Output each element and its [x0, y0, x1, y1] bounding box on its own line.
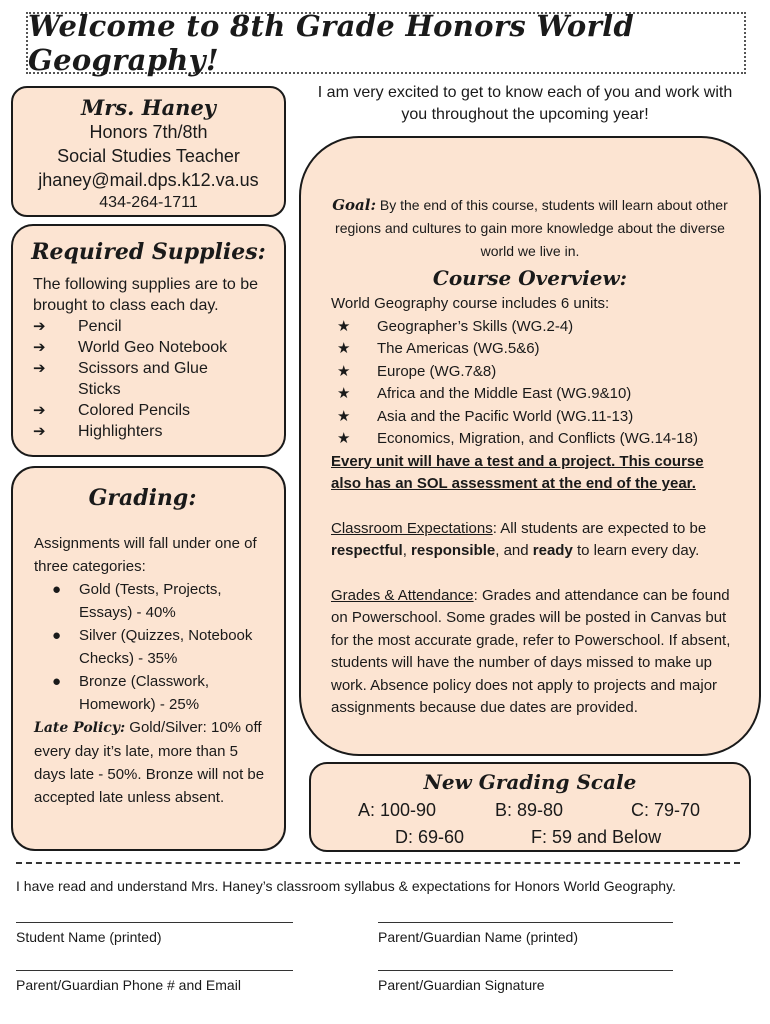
list-item: ➔ World Geo Notebook: [33, 339, 228, 356]
supplies-list: [33, 316, 284, 442]
list-item: ★ The Americas (WG.5&6): [331, 338, 759, 361]
star-icon: ★: [337, 407, 351, 425]
course-overview-heading: Course Overview:: [432, 266, 628, 290]
teacher-phone: 434-264-1711: [99, 194, 198, 211]
teacher-info-box: [11, 86, 286, 217]
student-name-label: Student Name (printed): [16, 929, 162, 945]
list-item: ★ Europe (WG.7&8): [331, 361, 759, 384]
grading-heading: Grading:: [88, 485, 197, 511]
parent-contact-label: Parent/Guardian Phone # and Email: [16, 977, 241, 993]
grades-text: : Grades and attendance can be found on Powerschool. Some grades will be posted in Canvas but for the most accurate grade, refer to Powerschool. If absent, students will have the number of days missed to make up work. Absence policy does not apply to projects and major assignments because due dates are provided.: [331, 586, 731, 716]
goal-label: Goal:: [332, 196, 376, 214]
parent-signature-line[interactable]: [378, 970, 673, 971]
acknowledgement: I have read and understand Mrs. Haney’s classroom syllabus & expectations for Honors World Geography.: [16, 878, 676, 894]
bullet-icon: ●: [51, 581, 62, 598]
units-list: [331, 316, 759, 451]
star-icon: ★: [337, 340, 351, 357]
page-title: Welcome to 8th Grade Honors World Geography!: [28, 9, 635, 77]
teacher-name: Mrs. Haney: [80, 95, 217, 120]
arrow-icon: ➔: [33, 360, 46, 377]
list-item: ➔ Pencil: [33, 318, 122, 335]
list-item: ● Silver (Quizzes, Notebook Checks) - 35%: [34, 624, 272, 670]
course-box: [299, 136, 761, 756]
star-icon: ★: [337, 362, 351, 380]
scale-row-1: [311, 797, 749, 824]
supplies-heading: Required Supplies:: [31, 239, 266, 265]
intro-text: I am very excited to get to know each of you and work with you throughout the upcoming year!: [317, 84, 733, 123]
grade-b: B: 89-80: [495, 800, 564, 820]
cut-line: [16, 862, 740, 864]
list-item: ● Gold (Tests, Projects, Essays) - 40%: [34, 578, 272, 624]
arrow-icon: ➔: [33, 402, 46, 419]
grade-f: F: 59 and Below: [531, 827, 662, 847]
teacher-role-1: Honors 7th/8th: [89, 122, 208, 142]
teacher-email: jhaney@mail.dps.k12.va.us: [38, 170, 259, 190]
parent-signature-label: Parent/Guardian Signature: [378, 977, 545, 993]
grading-categories: [34, 578, 272, 716]
late-policy-text: Gold/Silver: 10% off every day it’s late, more than 5 days late - 50%. Bronze will not be accepted late unless absent.: [34, 719, 265, 806]
list-item: ★ Africa and the Middle East (WG.9&10): [331, 383, 759, 406]
star-icon: ★: [337, 385, 351, 402]
test-note: Every unit will have a test and a project. This course also has an SOL assessment at the end of the year.: [331, 452, 704, 492]
arrow-icon: ➔: [33, 339, 46, 356]
list-item: ➔ Scissors and Glue Sticks: [33, 360, 208, 398]
late-policy: [34, 716, 272, 809]
parent-contact-line[interactable]: [16, 970, 293, 971]
grading-box: [11, 466, 286, 851]
grades-attendance: [331, 585, 736, 720]
bullet-icon: ●: [51, 627, 62, 644]
scale-row-2: [311, 824, 749, 851]
goal-text: By the end of this course, students will learn about other regions and cultures to gain more knowledge about the diverse world we live in.: [335, 197, 728, 259]
parent-name-label: Parent/Guardian Name (printed): [378, 929, 578, 945]
grade-a: A: 100-90: [358, 800, 437, 820]
list-item: ➔ Colored Pencils: [33, 402, 191, 419]
supplies-box: [11, 224, 286, 457]
expectations-label: Classroom Expectations: [331, 519, 493, 537]
grade-c: C: 79-70: [631, 800, 701, 820]
list-item: ★ Asia and the Pacific World (WG.11-13): [331, 406, 759, 429]
parent-name-line[interactable]: [378, 922, 673, 923]
star-icon: ★: [337, 430, 351, 447]
grades-label: Grades & Attendance: [331, 586, 474, 604]
late-policy-label: Late Policy:: [34, 720, 126, 736]
list-item: ★ Geographer’s Skills (WG.2-4): [331, 316, 759, 339]
title-banner: [26, 9, 746, 77]
bullet-icon: ●: [51, 673, 62, 690]
classroom-expectations: Classroom Expectations: All students are expected to be respectful, responsible, and ready to learn every day.: [331, 519, 707, 559]
list-item: ● Bronze (Classwork, Homework) - 25%: [34, 670, 272, 716]
grading-intro: Assignments will fall under one of three categories:: [34, 535, 257, 575]
grading-scale-box: [309, 762, 751, 852]
student-name-line[interactable]: [16, 922, 293, 923]
supplies-description: The following supplies are to be brought to class each day.: [33, 276, 259, 314]
grade-d: D: 69-60: [395, 827, 465, 847]
star-icon: ★: [337, 317, 351, 335]
arrow-icon: ➔: [33, 423, 46, 440]
arrow-icon: ➔: [33, 318, 46, 335]
goal: [331, 194, 729, 263]
teacher-role-2: Social Studies Teacher: [57, 146, 240, 166]
grading-scale-heading: New Grading Scale: [423, 770, 637, 794]
list-item: ★ Economics, Migration, and Conflicts (WG.14-18): [331, 428, 759, 451]
units-intro: World Geography course includes 6 units:: [331, 295, 610, 312]
list-item: ➔ Highlighters: [33, 423, 163, 440]
